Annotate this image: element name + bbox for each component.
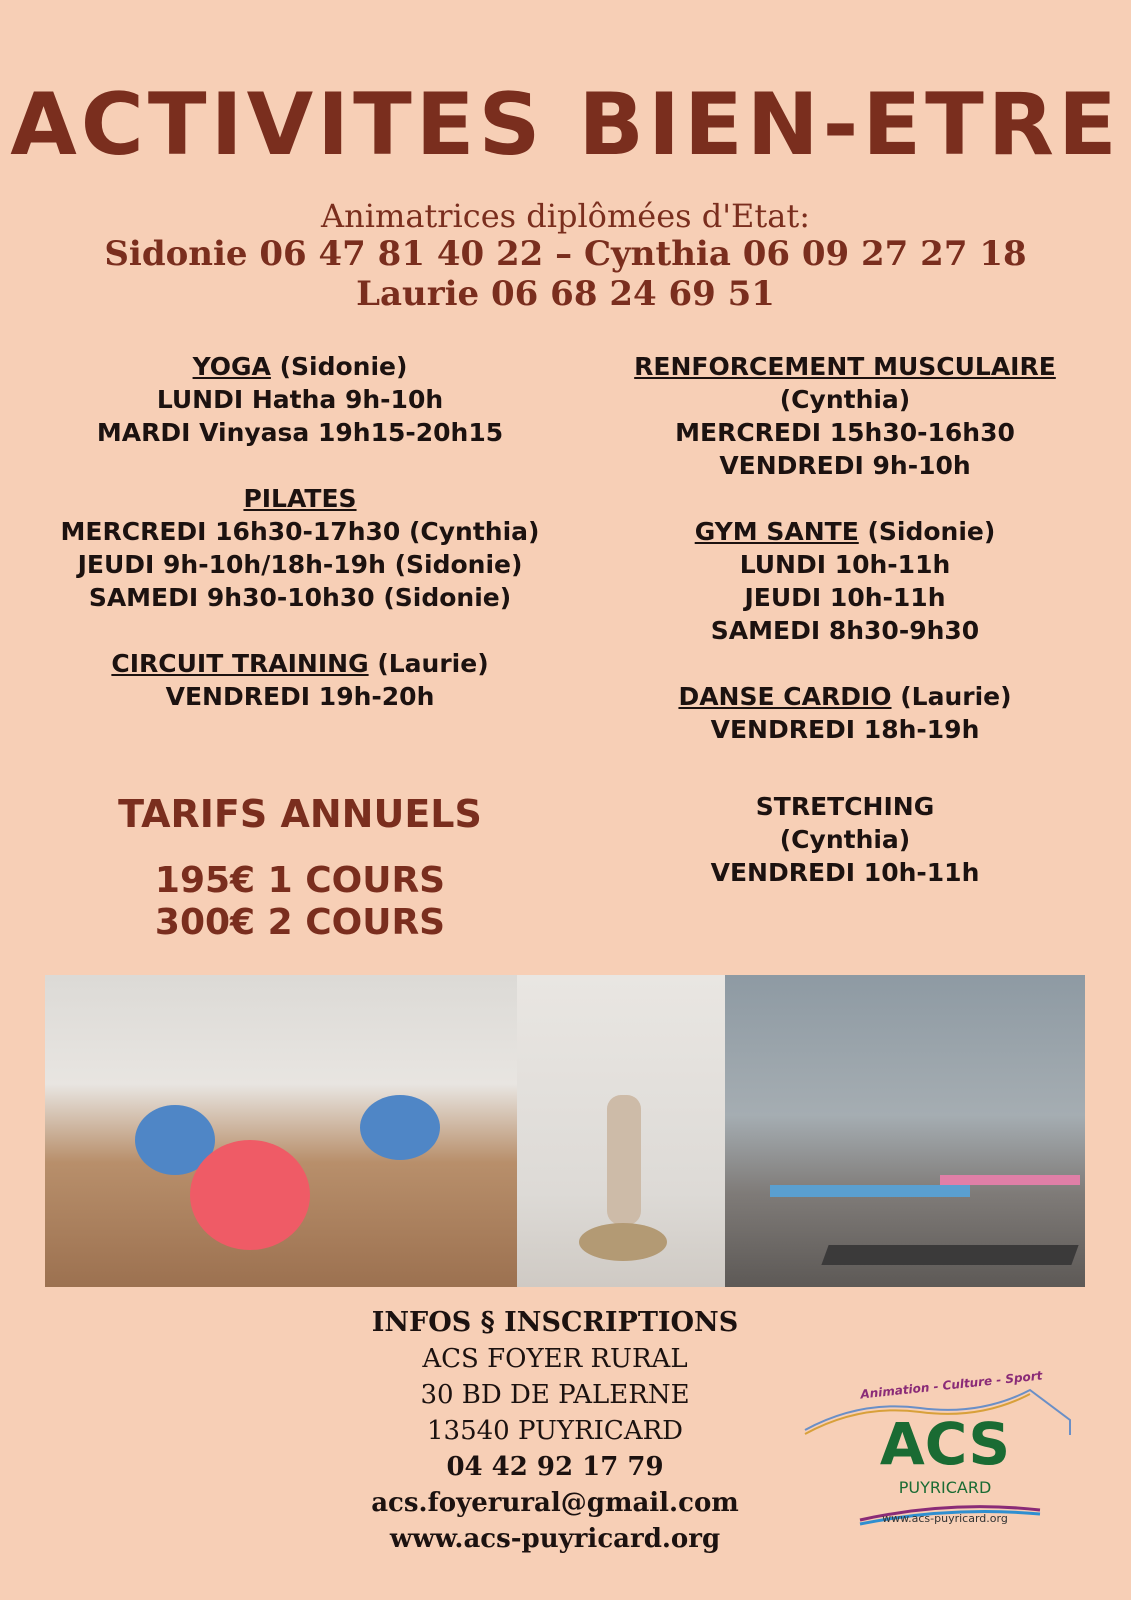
yoga-line: MARDI Vinyasa 19h15-20h15 [96,418,504,447]
danse-title: DANSE CARDIO [678,682,892,711]
gym-block [575,515,1115,647]
renfo-line: VENDREDI 9h-10h [719,451,971,480]
circuit-line: VENDREDI 19h-20h [165,682,435,711]
pilates-block [20,482,580,614]
pilates-title: PILATES [243,484,357,513]
pilates-line: MERCREDI 16h30-17h30 (Cynthia) [60,517,540,546]
gym-title: GYM SANTE [694,517,859,546]
tarif-price: 195€ 1 COURS [154,860,446,901]
exercise-ball-image [190,1140,310,1250]
danse-block [575,680,1115,746]
logo-city: PUYRICARD [898,1478,992,1497]
yoga-mat-image [770,1185,970,1197]
tarif-price: 300€ 2 COURS [154,902,446,943]
meditation-photo [517,975,725,1287]
infos-title: INFOS § INSCRIPTIONS [371,1307,739,1338]
logo-url: www.acs-puyricard.org [882,1512,1008,1525]
yoga-mat-image [940,1175,1080,1185]
yoga-title: YOGA [192,352,271,381]
instructors-block [0,198,1131,314]
schedule-right-column [575,350,1115,922]
infos-website[interactable]: www.acs-puyricard.org [389,1524,721,1554]
infos-phone: 04 42 92 17 79 [446,1452,664,1482]
renfo-title: RENFORCEMENT MUSCULAIRE [634,352,1056,381]
infos-line: ACS FOYER RURAL [422,1344,688,1374]
circuit-title: CIRCUIT TRAINING [111,649,369,678]
renfo-block [575,350,1115,482]
yoga-instructor: (Sidonie) [270,352,408,381]
infos-line: 30 BD DE PALERNE [420,1380,690,1410]
instructors-subtitle: Animatrices diplômées d'Etat: [321,197,810,235]
exercise-ball-image [360,1095,440,1160]
stretching-block [575,790,1115,889]
stretching-line: VENDREDI 10h-11h [710,858,980,887]
stretching-instructor: (Cynthia) [779,825,911,854]
yoga-line: LUNDI Hatha 9h-10h [156,385,444,414]
gym-line: SAMEDI 8h30-9h30 [710,616,980,645]
tarifs-block [20,792,580,944]
danse-instructor: (Laurie) [891,682,1012,711]
pilates-ball-photo [45,975,517,1287]
tarifs-title: TARIFS ANNUELS [118,792,482,836]
infos-email[interactable]: acs.foyerural@gmail.com [371,1488,739,1518]
circuit-instructor: (Laurie) [368,649,489,678]
yoga-group-photo [725,975,1085,1287]
schedule-left-column [20,350,580,746]
pilates-line: JEUDI 9h-10h/18h-19h (Sidonie) [77,550,523,579]
infos-block [300,1305,810,1557]
logo-name: ACS [879,1410,1011,1478]
page-title: ACTIVITES BIEN-ETRE [10,75,1121,175]
infos-line: 13540 PUYRICARD [426,1416,684,1446]
photo-strip [45,975,1085,1287]
renfo-line: MERCREDI 15h30-16h30 [675,418,1015,447]
person-image [607,1095,641,1225]
acs-logo [800,1360,1090,1535]
stretching-title: STRETCHING [755,792,935,821]
gym-instructor: (Sidonie) [858,517,996,546]
circuit-block [20,647,580,713]
logo-tagline: Animation - Culture - Sport [859,1368,1044,1402]
renfo-instructor: (Cynthia) [779,385,911,414]
instructors-phones-1: Sidonie 06 47 81 40 22 – Cynthia 06 09 27 27 18 [104,234,1027,274]
yoga-block [20,350,580,449]
cushion-image [579,1223,667,1261]
gym-line: JEUDI 10h-11h [744,583,946,612]
yoga-mat-image [821,1245,1078,1265]
instructors-phones-2: Laurie 06 68 24 69 51 [356,274,775,314]
gym-line: LUNDI 10h-11h [739,550,951,579]
danse-line: VENDREDI 18h-19h [710,715,980,744]
pilates-line: SAMEDI 9h30-10h30 (Sidonie) [88,583,512,612]
